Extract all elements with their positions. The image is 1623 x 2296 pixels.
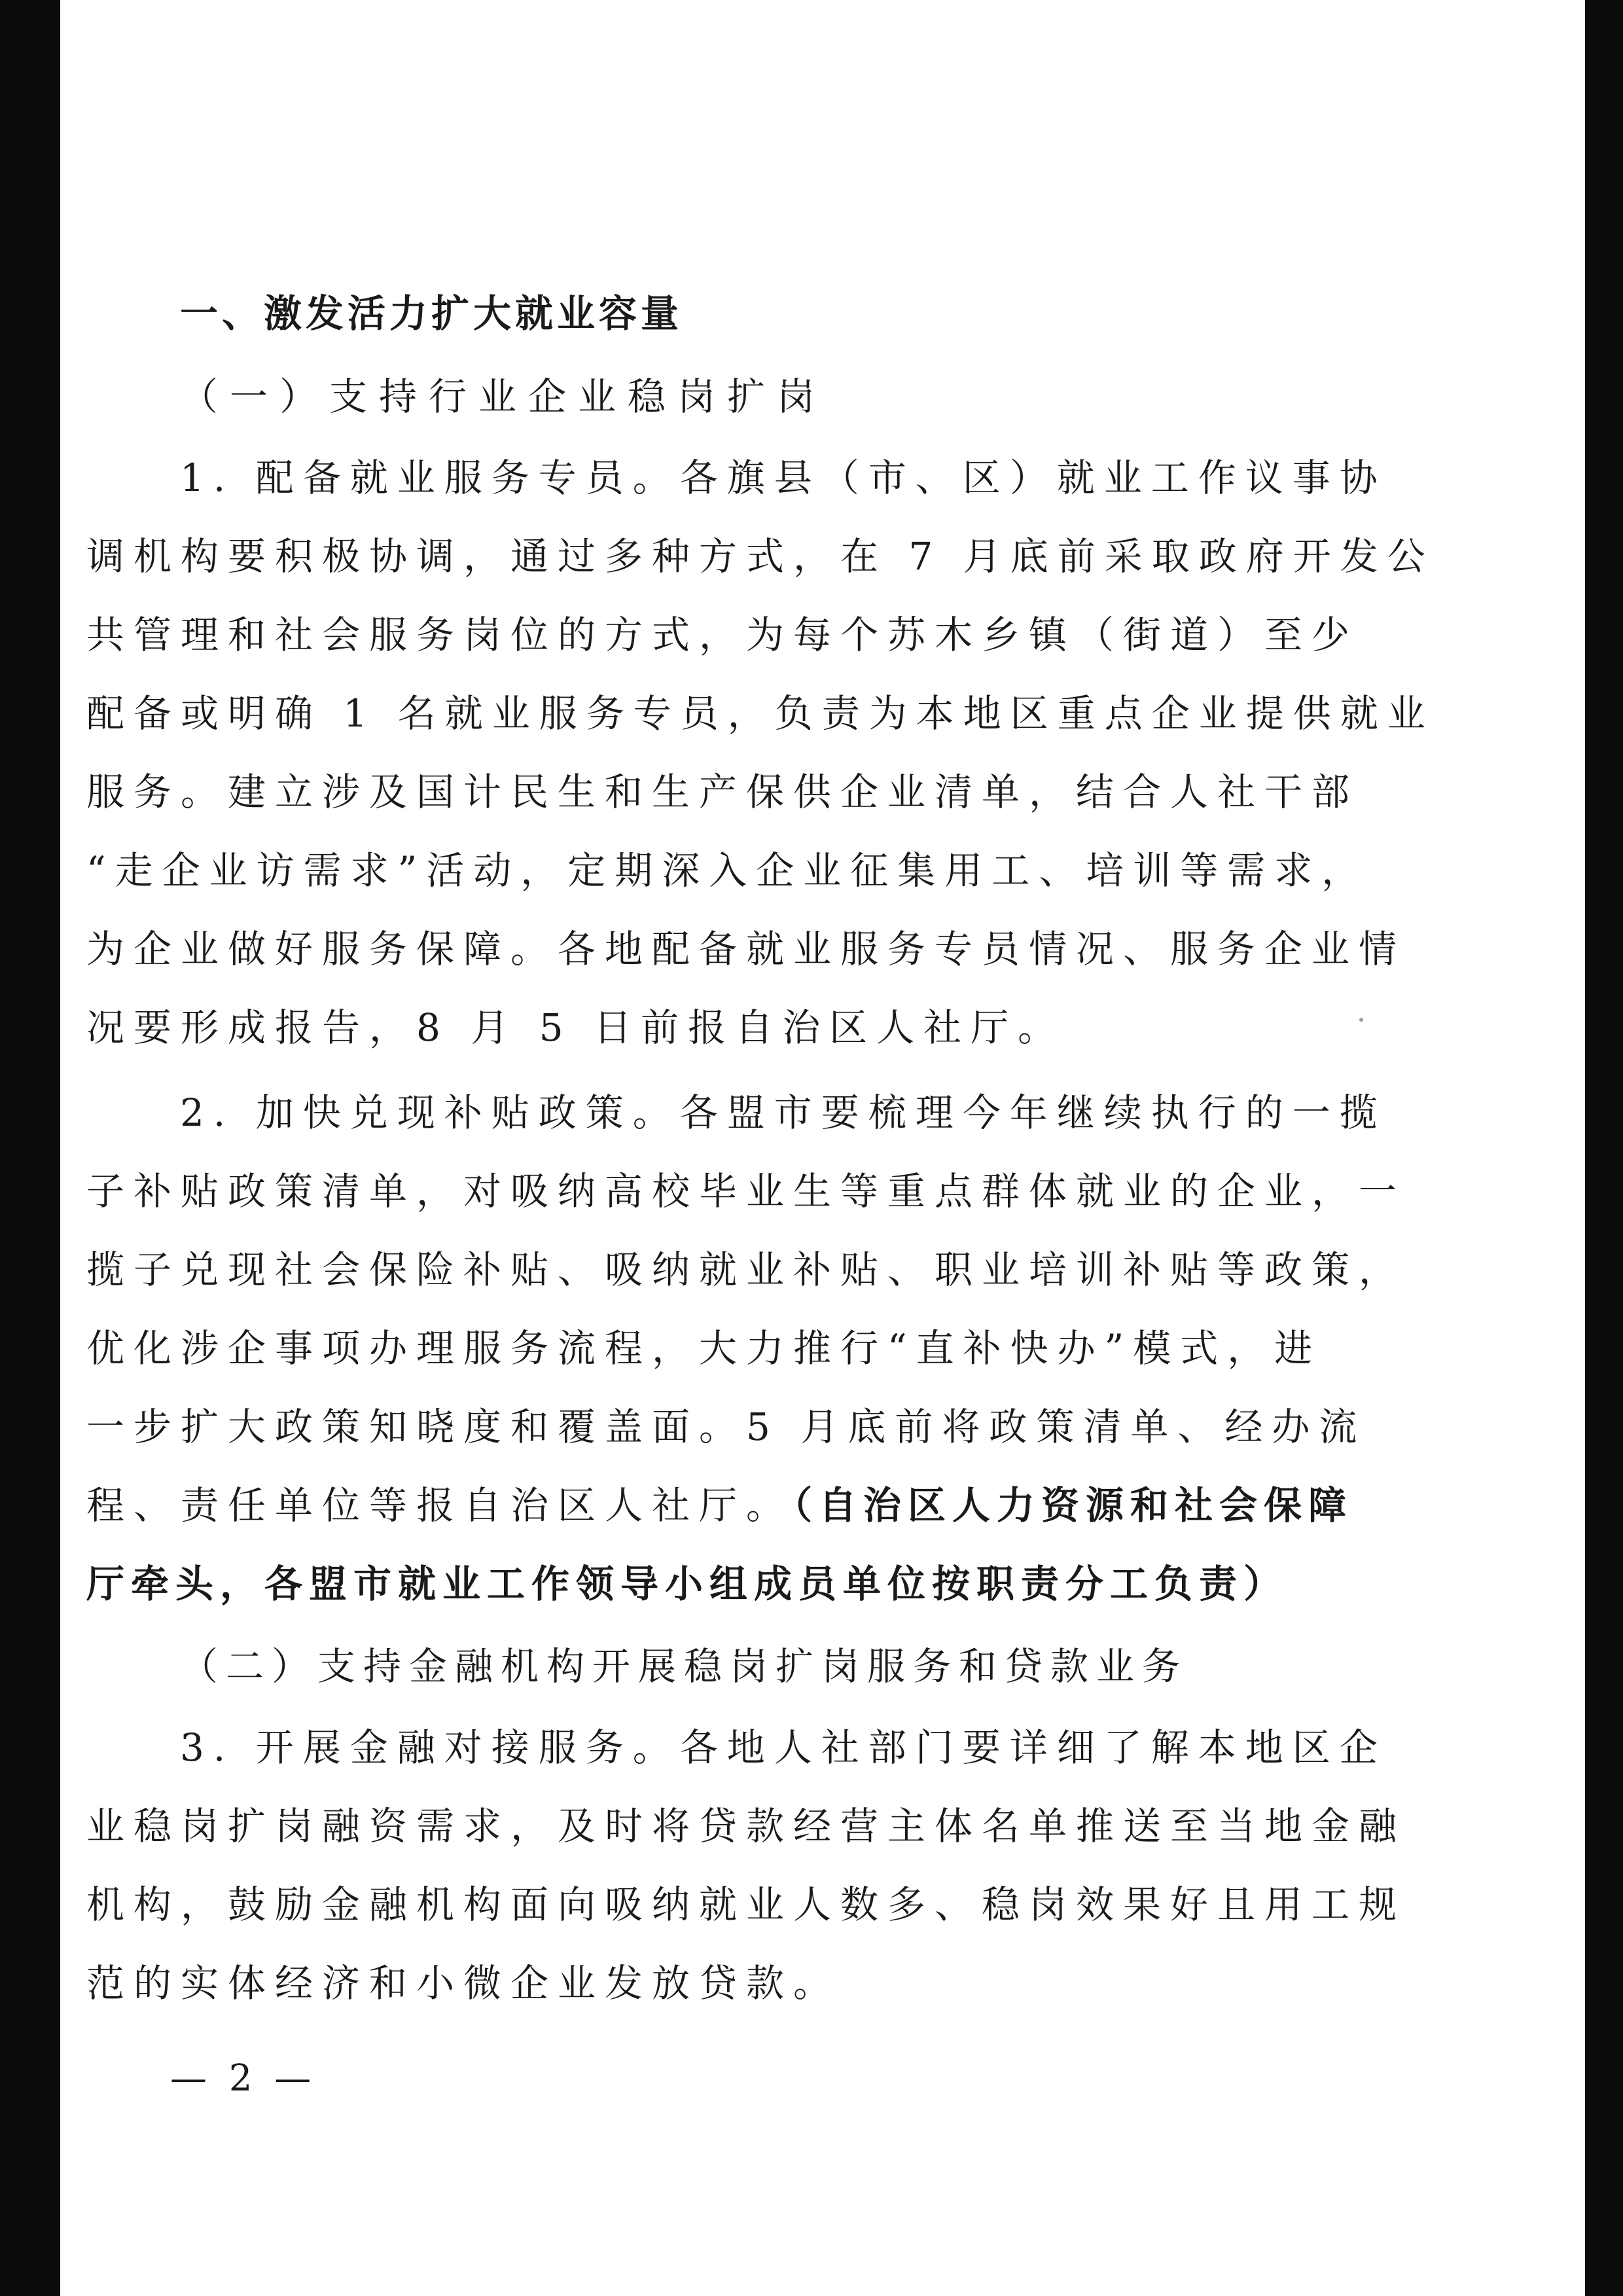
section-heading: 一、激发活力扩大就业容量 [180,291,683,336]
paragraph-2-line-4: 优化涉企事项办理服务流程，大力推行“直补快办”模式，进 [86,1326,1322,1371]
paragraph-2-line-5: 一步扩大政策知晓度和覆盖面。5 月底前将政策清单、经办流 [86,1405,1366,1449]
paragraph-1-line-7: 为企业做好服务保障。各地配备就业服务专员情况、服务企业情 [86,927,1406,971]
paragraph-3-line-3: 机构，鼓励金融机构面向吸纳就业人数多、稳岗效果好且用工规 [86,1882,1406,1927]
paragraph-1-line-2: 调机构要积极协调，通过多种方式，在 7 月底前采取政府开发公 [86,534,1435,579]
paragraph-3-line-2: 业稳岗扩岗融资需求，及时将贷款经营主体名单推送至当地金融 [86,1804,1406,1848]
responsibility-note: 厅牵头，各盟市就业工作领导小组成员单位按职责分工负责） [86,1562,1289,1606]
page-number: — 2 — [170,2057,317,2100]
paragraph-2-line-3: 揽子兑现社会保险补贴、吸纳就业补贴、职业培训补贴等政策， [86,1247,1406,1292]
paragraph-2-line-6 [86,1482,1353,1529]
paragraph-1-line-3: 共管理和社会服务岗位的方式，为每个苏木乡镇（街道）至少 [86,613,1359,657]
paragraph-2-line-2: 子补贴政策清单，对吸纳高校毕业生等重点群体就业的企业，一 [86,1169,1406,1213]
responsibility-note-start: （自治区人力资源和社会保障 [793,1483,1353,1528]
paragraph-1-line-8: 况要形成报告，8 月 5 日前报自治区人社厅。 [86,1005,1065,1050]
paragraph-1-line-6: “走企业访需求”活动，定期深入企业征集用工、培训等需求， [86,848,1369,893]
scan-border-left [0,0,60,2296]
paragraph-1-line-4: 配备或明确 1 名就业服务专员，负责为本地区重点企业提供就业 [86,691,1435,736]
scan-speck [1359,1018,1363,1022]
paragraph-3-line-4: 范的实体经济和小微企业发放贷款。 [86,1961,841,2005]
document-page [60,0,1585,2296]
paragraph-1-line-1: 1. 配备就业服务专员。各旗县（市、区）就业工作议事协 [180,456,1387,500]
subsection-heading-1: （一）支持行业企业稳岗扩岗 [180,374,827,419]
paragraph-1-line-5: 服务。建立涉及国计民生和生产保供企业清单，结合人社干部 [86,770,1359,814]
paragraph-2-line-1: 2. 加快兑现补贴政策。各盟市要梳理今年继续执行的一揽 [180,1090,1387,1135]
subsection-heading-2: （二）支持金融机构开展稳岗扩岗服务和贷款业务 [180,1644,1188,1689]
paragraph-2-tail-text: 程、责任单位等报自治区人社厅。 [86,1483,794,1528]
scan-border-right [1585,0,1623,2296]
paragraph-3-line-1: 3. 开展金融对接服务。各地人社部门要详细了解本地区企 [180,1725,1387,1770]
